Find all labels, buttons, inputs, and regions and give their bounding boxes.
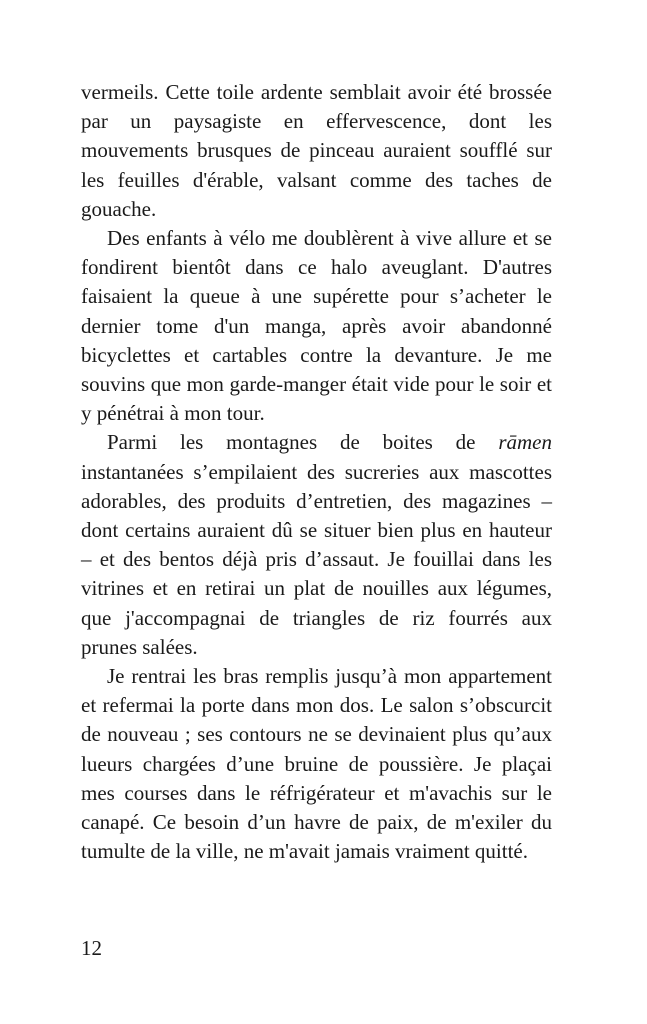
- paragraph-3-rest: instantanées s’empilaient des sucreries aux mascottes adorables, des produits d’entretien, des magazines – dont certains auraient dû se situer bien plus en hauteur – et des bentos déjà pris d’assaut. Je fouillai dans les vitrines et en retirai un plat de nouilles aux légumes, que j'accompagnai de triangles de riz fourrés aux prunes salées.: [81, 459, 552, 659]
- paragraph-apartment: Je rentrai les bras remplis jusqu’à mon appartement et refermai la porte dans mon dos. Le salon s’obscurcit de nouveau ; ses contours ne se devinaient plus qu’aux lueurs chargées d’une bruine de poussière. Je plaçai mes courses dans le réfrigérateur et m'avachis sur le canapé. Ce besoin d’un havre de paix, de m'exiler du tumulte de la ville, ne m'avait jamais vraiment quitté.: [81, 664, 552, 864]
- paragraph-convenience-store: [81, 428, 552, 662]
- paragraph-continuation: vermeils. Cette toile ardente semblait avoir été brossée par un paysagiste en effervescence, dont les mouvements brusques de pinceau auraient soufflé sur les feuilles d'érable, valsant comme des taches de gouache.: [81, 80, 552, 221]
- page-number: 12: [81, 936, 102, 960]
- paragraph-children-on-bikes: Des enfants à vélo me doublèrent à vive allure et se fondirent bientôt dans ce halo aveuglant. D'autres faisaient la queue à une supérette pour s’acheter le dernier tome d'un manga, après avoir abandonné bicyclettes et cartables contre la devanture. Je me souvins que mon garde-manger était vide pour le soir et y pénétrai à mon tour.: [81, 226, 552, 426]
- paragraph-3-start: Parmi les montagnes de boites de: [107, 430, 476, 455]
- italic-word-ramen: rāmen: [498, 430, 552, 455]
- body-text: [81, 78, 552, 866]
